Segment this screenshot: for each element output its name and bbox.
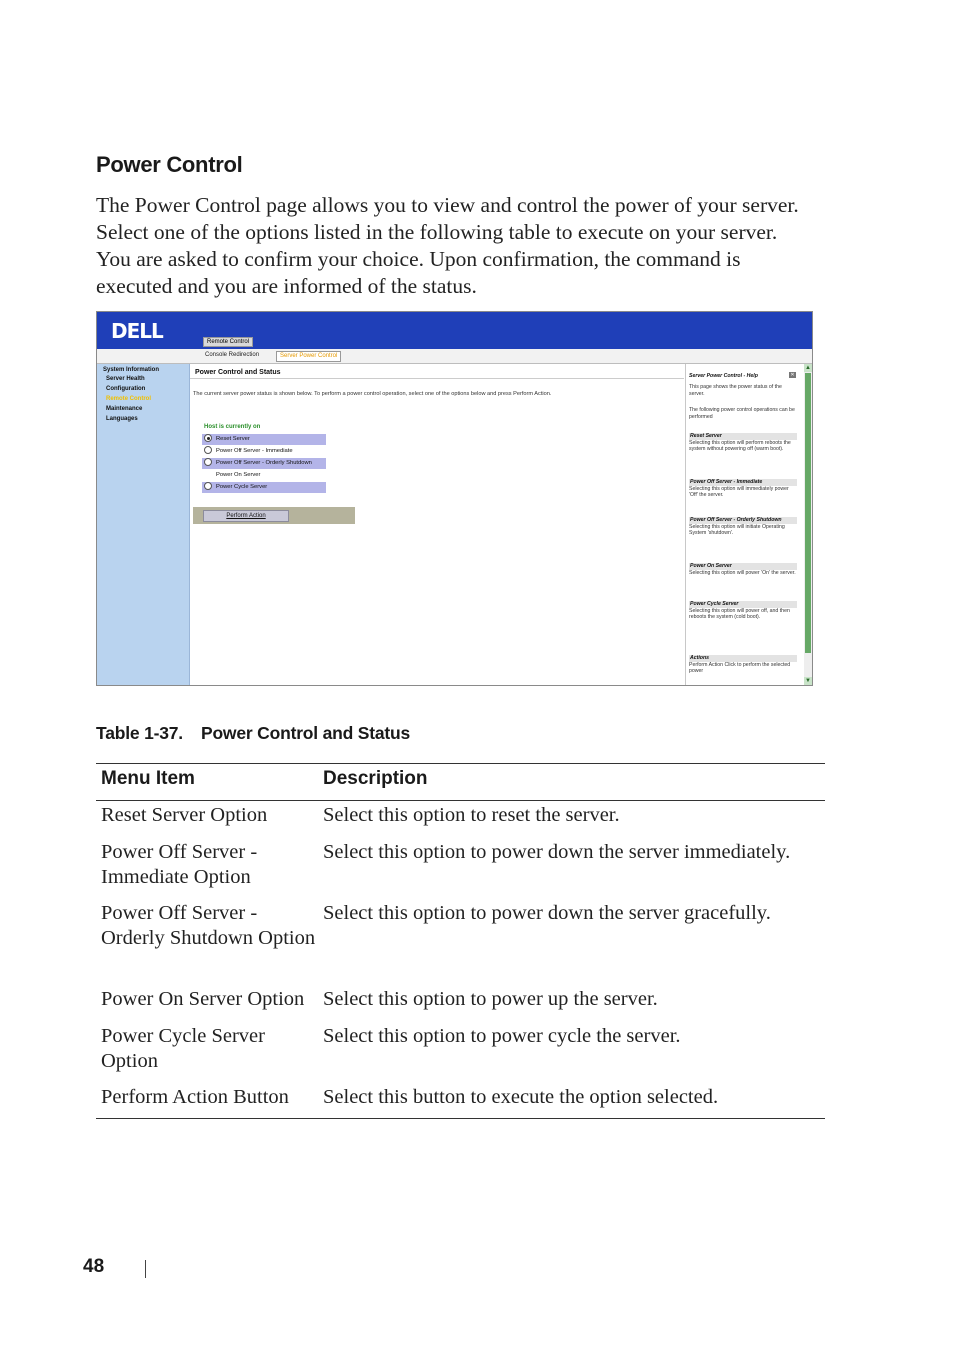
description-cell: Select this option to power down the server immediately. — [323, 841, 791, 863]
help-intro-2: The following power control operations can be performed — [689, 407, 795, 420]
scroll-up-icon[interactable]: ▲ — [805, 365, 811, 371]
header-description: Description — [323, 768, 428, 789]
perform-action-button[interactable]: Perform Action — [203, 510, 289, 522]
subtab-server-power-control[interactable]: Server Power Control — [276, 351, 341, 362]
nav-item-languages[interactable]: Languages — [106, 416, 138, 422]
help-section: Power Off Server - Immediate Selecting this option will immediately power 'Off' the server. — [689, 479, 797, 499]
left-nav — [97, 364, 190, 685]
tab-remote-control[interactable]: Remote Control — [203, 337, 253, 347]
scroll-down-icon[interactable]: ▼ — [805, 678, 811, 684]
help-section: Power Cycle Server Selecting this option will power off, and then reboots the system (cold boot). — [689, 601, 797, 621]
option-reset-server[interactable] — [202, 434, 326, 445]
help-panel — [685, 364, 804, 685]
intro-paragraph: The Power Control page allows you to view and control the power of your server. Select one of the options listed in the following table to execute on your server. You are asked to confirm your choice. Upon confirmation, the command is executed and you are informed of the status. — [96, 193, 799, 298]
menu-item-cell: Power Cycle Server Option — [101, 1025, 265, 1072]
power-control-screenshot — [96, 311, 813, 686]
nav-item-remote-control[interactable]: Remote Control — [106, 396, 151, 402]
help-title: Server Power Control - Help — [689, 373, 758, 379]
table-header — [96, 764, 825, 800]
help-intro: This page shows the power status of the server. — [689, 384, 782, 397]
page-divider — [145, 1260, 146, 1278]
power-control-table — [96, 763, 825, 1119]
option-label: Power Cycle Server — [216, 484, 268, 491]
section-title: Power Control — [96, 152, 243, 177]
description-cell: Select this button to execute the option selected. — [323, 1086, 719, 1108]
scroll-thumb[interactable] — [805, 373, 811, 653]
help-section: Power Off Server - Orderly Shutdown Selecting this option will initiate Operating System 'shutdown'. — [689, 517, 797, 537]
dell-logo: DELL — [111, 319, 163, 343]
option-label: Power On Server — [216, 472, 261, 478]
menu-item-cell: Power On Server Option — [101, 988, 305, 1010]
description-cell: Select this option to power down the server gracefully. — [323, 902, 771, 924]
radio-icon[interactable] — [204, 434, 212, 442]
host-status: Host is currently on — [204, 424, 261, 430]
option-power-off-orderly[interactable] — [202, 458, 326, 469]
table-body — [96, 801, 825, 1118]
page-number: 48 — [83, 1256, 105, 1277]
main-panel — [190, 364, 684, 685]
option-power-on[interactable] — [202, 470, 326, 481]
table-title: Power Control and Status — [200, 723, 411, 743]
option-label: Reset Server — [216, 436, 250, 443]
panel-divider — [190, 378, 684, 379]
table-number: Table 1-37. — [96, 723, 183, 743]
nav-item-configuration[interactable]: Configuration — [106, 386, 146, 392]
description-cell: Select this option to reset the server. — [323, 804, 620, 826]
nav-item-maintenance[interactable]: Maintenance — [106, 406, 143, 412]
menu-item-cell: Reset Server Option — [101, 804, 268, 826]
header-menu-item: Menu Item — [101, 768, 195, 789]
menu-item-cell: Power Off Server - Immediate Option — [101, 841, 258, 888]
radio-icon[interactable] — [204, 446, 212, 454]
panel-title: Power Control and Status — [195, 369, 281, 376]
table-bottom-rule — [96, 1118, 825, 1119]
radio-icon[interactable] — [204, 482, 212, 490]
option-label: Power Off Server - Orderly Shutdown — [216, 460, 312, 467]
subnav — [97, 349, 812, 364]
help-section: Actions Perform Action Click to perform the selected power — [689, 655, 797, 675]
option-power-off-immediate[interactable] — [202, 446, 326, 457]
description-cell: Select this option to power cycle the server. — [323, 1025, 681, 1047]
menu-item-cell: Power Off Server - Orderly Shutdown Option — [101, 902, 316, 949]
close-icon[interactable]: ✕ — [790, 372, 795, 378]
nav-item-system-information[interactable]: System Information — [103, 367, 160, 373]
radio-icon[interactable] — [204, 458, 212, 466]
subtab-console-redirection[interactable]: Console Redirection — [205, 352, 260, 358]
help-section: Power On Server Selecting this option will power 'On' the server. — [689, 563, 796, 576]
table-caption — [96, 723, 410, 744]
description-cell: Select this option to power up the server. — [323, 988, 658, 1010]
option-label: Power Off Server - Immediate — [216, 448, 293, 455]
help-section: Reset Server Selecting this option will perform reboots the system without powering off (warm boot). — [689, 433, 797, 453]
banner — [97, 312, 812, 349]
action-bar — [193, 507, 355, 524]
nav-item-server-health[interactable]: Server Health — [106, 376, 145, 382]
option-power-cycle[interactable] — [202, 482, 326, 493]
menu-item-cell: Perform Action Button — [101, 1086, 289, 1108]
help-scrollbar[interactable] — [804, 364, 812, 685]
panel-description: The current server power status is shown below. To perform a power control operation, select one of the options below and press Perform Action. — [193, 391, 552, 397]
